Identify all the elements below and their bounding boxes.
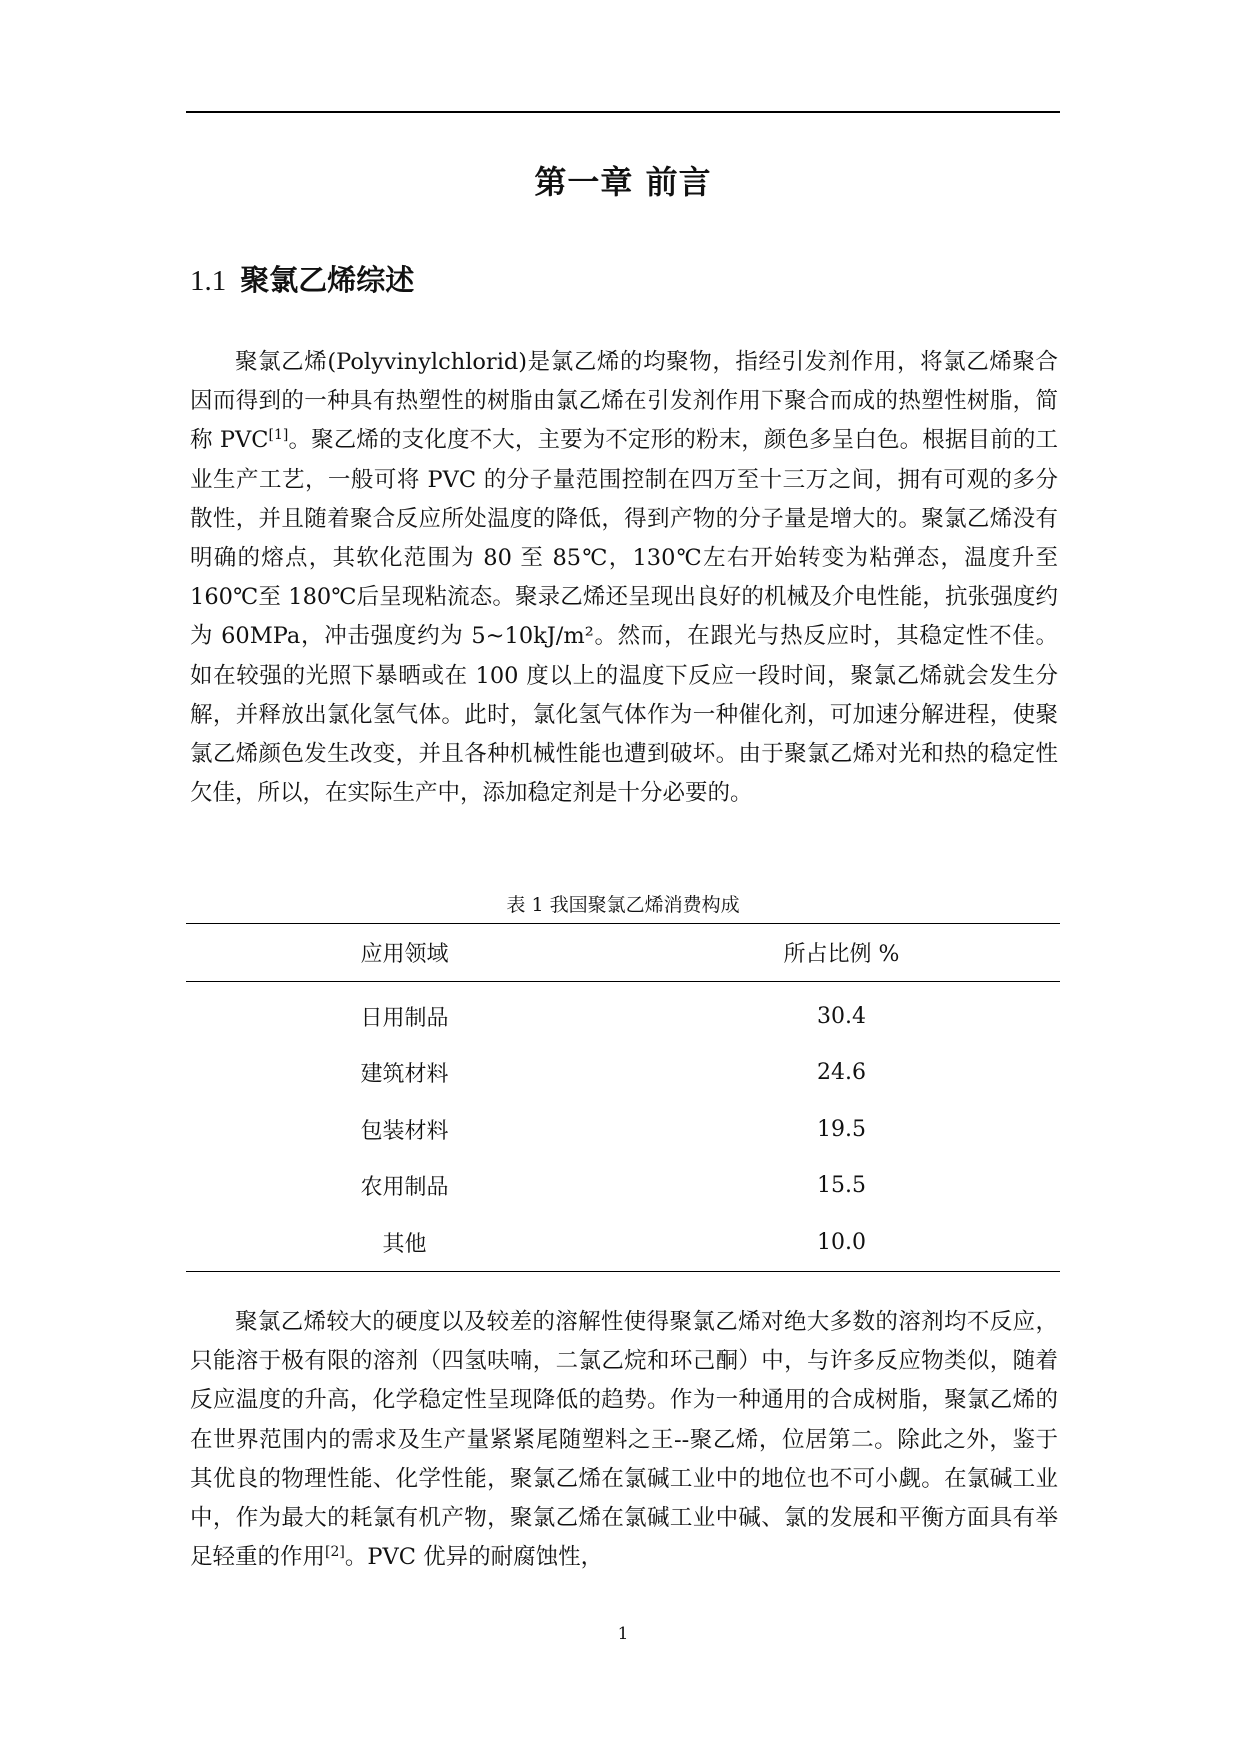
table-cell-application: 日用制品 [360, 1005, 449, 1031]
table-row [186, 1214, 1060, 1271]
chapter-title: 第一章 前言 [534, 163, 712, 201]
paragraph-text: 。聚乙烯的支化度不大，主要为不定形的粉末，颜色多呈白色。根据目前的工业生产工艺，一般可将 PVC 的分子量范围控制在四万至十三万之间，拥有可观的多分散性，并且随着聚合反应所处温度的降低，得到产物的分子量是增大的。聚氯乙烯没有明确的熔点，其软化范围为 80 至 85℃，130℃左右开始转变为粘弹态，温度升至 160℃至 180℃后呈现粘流态。聚录乙烯还呈现出良好的机械及介电性能，抗张强度约为 60MPa，冲击强度约为 5~10kJ/m²。然而，在跟光与热反应时，其稳定性不佳。如在较强的光照下暴晒或在 100 度以上的温度下反应一段时间，聚氯乙烯就会发生分解，并释放出氯化氢气体。此时，氯化氢气体作为一种催化剂，可加速分解进程，使聚氯乙烯颜色发生改变，并且各种机械性能也遭到破坏。由于聚氯乙烯对光和热的稳定性欠佳，所以，在实际生产中，添加稳定剂是十分必要的。 [190, 427, 1058, 807]
table-row [186, 982, 1060, 1045]
table-cell-application: 其他 [382, 1231, 427, 1257]
section-title: 聚氯乙烯综述 [240, 263, 415, 297]
paragraph-text: 。PVC 优异的耐腐蚀性， [344, 1544, 604, 1571]
consumption-table [186, 923, 1060, 1272]
column-header-percentage: 所占比例 % [783, 942, 900, 967]
table-caption: 表 1 我国聚氯乙烯消费构成 [506, 894, 740, 916]
table-cell-percentage: 15.5 [817, 1173, 866, 1199]
section-heading [190, 260, 414, 301]
citation-ref[interactable]: [2] [325, 1544, 345, 1561]
table-cell-application: 包装材料 [360, 1118, 449, 1144]
header-rule [186, 111, 1060, 113]
table-cell-application: 农用制品 [360, 1175, 449, 1201]
table-cell-percentage: 24.6 [817, 1060, 866, 1086]
paragraph-pvc-properties [190, 1303, 1058, 1603]
paragraph-pvc-overview [190, 343, 1058, 863]
citation-ref[interactable]: [1] [268, 427, 289, 444]
table-header-row [186, 924, 1060, 982]
table-cell-percentage: 30.4 [817, 1003, 866, 1029]
section-number: 1.1 [190, 265, 227, 297]
table-row [186, 1158, 1060, 1215]
column-header-application: 应用领域 [360, 942, 449, 967]
table-row [186, 1045, 1060, 1102]
table-cell-application: 建筑材料 [360, 1062, 449, 1088]
table-row [186, 1101, 1060, 1158]
table-cell-percentage: 19.5 [817, 1116, 866, 1142]
paragraph-text: 聚氯乙烯(Polyvinylchlorid)是氯乙烯的均聚物，指经引发剂作用，将氯乙烯聚合因而得到的一种具有热塑性的树脂由氯乙烯在引发剂作用下聚合而成的热塑性树脂，简称 PVC [190, 349, 1058, 454]
table-cell-percentage: 10.0 [817, 1229, 866, 1255]
paragraph-text: 聚氯乙烯较大的硬度以及较差的溶解性使得聚氯乙烯对绝大多数的溶剂均不反应，只能溶于极有限的溶剂（四氢呋喃，二氯乙烷和环己酮）中，与许多反应物类似，随着反应温度的升高，化学稳定性呈现降低的趋势。作为一种通用的合成树脂，聚氯乙烯的在世界范围内的需求及生产量紧紧尾随塑料之王--聚乙烯，位居第二。除此之外，鉴于其优良的物理性能、化学性能，聚氯乙烯在氯碱工业中的地位也不可小觑。在氯碱工业中，作为最大的耗氯有机产物，聚氯乙烯在氯碱工业中碱、氯的发展和平衡方面具有举足轻重的作用 [190, 1309, 1058, 1571]
page-number: 1 [617, 1624, 629, 1644]
